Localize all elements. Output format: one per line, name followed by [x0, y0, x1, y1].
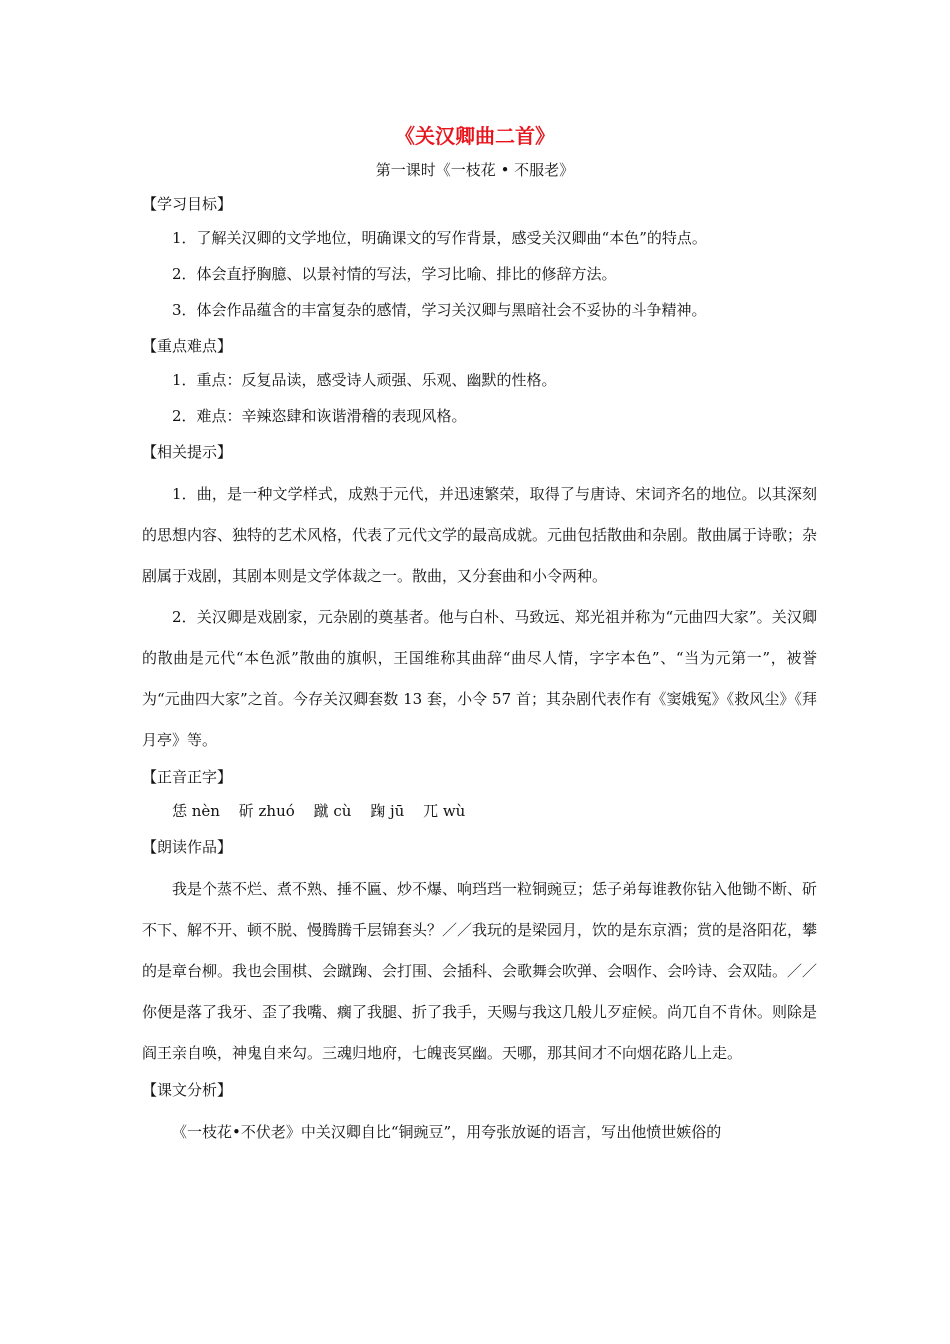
hint-paragraph: 1．曲，是一种文学样式，成熟于元代，并迅速繁荣，取得了与唐诗、宋词齐名的地位。以其深刻的思想内容、独特的艺术风格，代表了元代文学的最高成就。元曲包括散曲和杂剧。散曲属于诗歌；杂剧属于戏剧，其剧本则是文学体裁之一。散曲，又分套曲和小令两种。 [142, 485, 818, 585]
reading-text: 我是个蒸不烂、煮不熟、捶不匾、炒不爆、响珰珰一粒铜豌豆；恁子弟每谁教你钻入他锄不断、斫不下、解不开、顿不脱、慢腾腾千层锦套头？／／我玩的是梁园月，饮的是东京酒；赏的是洛阳花，攀的是章台柳。我也会围棋、会蹴踘、会打围、会插科、会歌舞会吹弹、会咽作、会吟诗、会双陆。／／你便是落了我牙、歪了我嘴、瘸了我腿、折了我手，天赐与我这几般儿歹症候。尚兀自不肯休。则除是阎王亲自唤，神鬼自来勾。三魂归地府，七魄丧冥幽。天哪，那其间才不向烟花路儿上走。 [142, 880, 818, 1062]
section-heading-hints: 【相关提示】 [142, 443, 233, 461]
pronunciation-item: 兀 wù [423, 802, 466, 820]
section-heading-key-points: 【重点难点】 [142, 337, 233, 355]
section-heading-pronunciation: 【正音正字】 [142, 768, 233, 786]
key-point-item: 1．重点：反复品读，感受诗人顽强、乐观、幽默的性格。 [172, 371, 557, 389]
pronunciation-item: 恁 nèn [172, 802, 220, 820]
pronunciation-item: 蹴 cù [313, 802, 352, 820]
hint-paragraph: 2．关汉卿是戏剧家，元杂剧的奠基者。他与白朴、马致远、郑光祖并称为“元曲四大家”。关汉卿的散曲是元代“本色派”散曲的旗帜，王国维称其曲辞“曲尽人情，字字本色”、“当为元第一”，被誉为“元曲四大家”之首。今存关汉卿套数 13 套，小令 57 首；其杂剧代表作有《窦娥冤》《救风尘》《拜月亭》等。 [142, 608, 817, 749]
analysis-text: 《一枝花•不伏老》中关汉卿自比“铜豌豆”，用夸张放诞的语言，写出他愤世嫉俗的 [172, 1123, 722, 1141]
objective-item: 3．体会作品蕴含的丰富复杂的感情，学习关汉卿与黑暗社会不妥协的斗争精神。 [172, 301, 707, 319]
section-heading-analysis: 【课文分析】 [142, 1081, 233, 1099]
key-point-item: 2．难点：辛辣恣肆和诙谐滑稽的表现风格。 [172, 407, 467, 425]
objective-item: 1．了解关汉卿的文学地位，明确课文的写作背景，感受关汉卿曲“本色”的特点。 [172, 229, 707, 247]
document-body [142, 188, 817, 1153]
pronunciation-item: 斫 zhuó [238, 802, 295, 820]
objective-item: 2．体会直抒胸臆、以景衬情的写法，学习比喻、排比的修辞方法。 [172, 265, 617, 283]
document-title: 《关汉卿曲二首》 [395, 124, 555, 148]
pronunciation-list [172, 799, 817, 823]
pronunciation-item: 踘 jū [370, 802, 405, 820]
section-heading-reading: 【朗读作品】 [142, 838, 233, 856]
lesson-subtitle: 第一课时《一枝花 • 不服老》 [375, 161, 575, 179]
section-heading-objectives: 【学习目标】 [142, 195, 233, 213]
